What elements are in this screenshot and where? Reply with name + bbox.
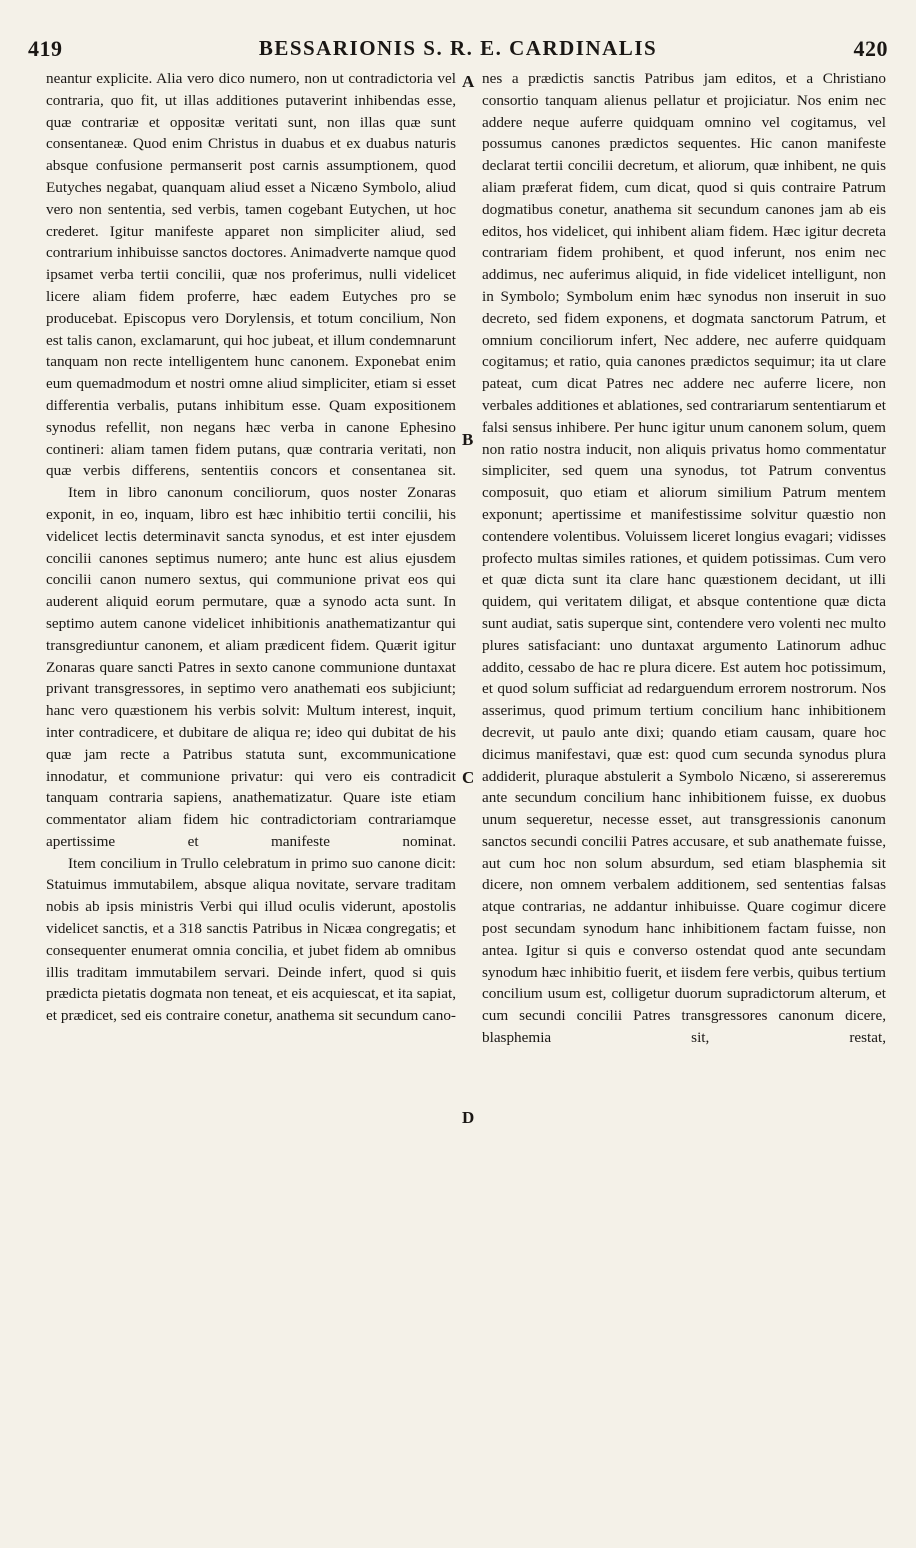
running-head xyxy=(28,36,888,66)
margin-marker-b: B xyxy=(462,430,474,449)
right-column xyxy=(482,68,886,1049)
paragraph: neantur explicite. Alia vero dico numero, non ut contradictoria vel contraria, quo fit, ut illas additiones putaverint inhibendas esse, quæ contrariæ et oppositæ veritati sunt, non illas quæ sunt consentaneæ. Quod enim Christus in duabus et ex duabus naturis absque confusione permanserit post carnis assumptionem, quod Eutyches negabat, quanquam aliud esset a Nicæno Symbolo, aliud vero non sententia, sed verbis, tamen cogebant Eutychen, ut hoc crederet. Igitur manifeste apparet non simpliciter aliud, sed contrarium inhibuisse sanctos doctores. Animadverte namque quod ipsamet verba tertii concilii, quæ nos proferimus, nulli videlicet licere aliam fidem proferre, hæc eadem Eutyches pro se producebat. Episcopus vero Dorylensis, et totum concilium, Non est talis canon, exclamarunt, qui hoc jubeat, et illum condemnarunt tanquam non recte intelligentem hunc canonem. Exponebat enim eum quemadmodum et nostri omne aliud simpliciter, etiam si esset differentia verbalis, putans inhibitum esse. Quam expositionem synodus refellit, non negans hæc verba in canone Ephesino contineri: aliam tamen fidem putans, quæ contraria veritati, non quæ verbis differens, sententiis concors et consentanea sit. xyxy=(46,70,456,480)
page-number-left: 419 xyxy=(28,36,63,61)
paragraph: Item concilium in Trullo celebratum in primo suo canone dicit: Statuimus immutabilem, absque aliqua novitate, servare traditam nobis ab ipsis ministris Verbi qui illud oculis viderunt, apostolis videlicet sanctis, et a 318 sanctis Patribus in Nicæa congregatis; et consequenter enumerat omnia concilia, et jubet fidem ab omnibus illis traditam immutabilem servari. Deinde infert, quod si quis prædicta pietatis dogmata non teneat, et eis acquiescat, et ita sapiat, et prædicet, sed eis contraire conetur, anathema sit secundum cano- xyxy=(46,854,456,1025)
margin-marker-d: D xyxy=(462,1108,475,1127)
page-number-right: 420 xyxy=(853,36,888,61)
margin-marker-a: A xyxy=(462,72,475,91)
paragraph: Item in libro canonum conciliorum, quos noster Zonaras exponit, in eo, inquam, libro est hæc inhibitio tertii concilii, his videlicet lectis determinavit sancta synodus, et est inter ejusdem concilii canones septimus numero; ante hunc est alius ejusdem concilii canon numero sextus, qui communione privat eos qui auderent aliquid eorum permutare, quæ a synodo acta sunt. In septimo autem canone videlicet inhibitionis anathematizantur qui transgrediuntur canonem, et aliam prædicent fidem. Quærit igitur Zonaras quare sancti Patres in sexto canone communione duntaxat privant transgressores, in septimo vero anathemati eos subjiciunt; hanc vero quæstionem his verbis solvit: Multum interest, inquit, inter contradicere, et dubitare de aliqua re; ideo qui dubitat de his quæ jam recte a Patribus statuta sunt, excommunicatione innodatur, et communione privatur: qui vero eis contradicit tanquam contraria sapiens, anathematizatur. Quare iste etiam commentator aliam fidem hic contradictoriam contrariamque apertissime et manifeste nominat. xyxy=(46,484,456,850)
left-column xyxy=(46,68,456,1027)
paragraph: nes a prædictis sanctis Patribus jam editos, et a Christiano consortio tanquam alienus pellatur et projiciatur. Nos enim nec addere neque auferre quidquam omnino vel cogitamus, vel possumus canones prædictos sequentes. Hic canon manifeste declarat tertii concilii decretum, et aliorum, quæ inhibent, ne quis aliam præferat fidem, cum dicat, quod si quis contraire Patrum dogmatibus conetur, anathema sit secundum canones jam ab eis editos, hos videlicet, qui inhibent aliam fidem. Hæc igitur decreta contrariam fidem prohibent, et quod inferunt, nos enim nec addimus, nec auferimus aliquid, in fide videlicet intelligunt, non in Symbolo; Symbolum enim hæc synodus non inseruit in suo decreto, sed fidem exponens, et dogmata sanctorum Patrum, et omnium conciliorum infert, Nec addere, nec auferre quidquam cogitamus; et ratio, quia canones prædictos sequimur; ita ut clare pateat, cum dicat Patres nec addere nec auferre licere, non verbales additiones et ablationes, sed contrariarum sententiarum et falsi sensus inhibere. Per hunc igitur unum canonem solum, quem non ratio nostra inducit, non aliquis privatus homo commentatur simpliciter, sed quem una synodus, tot Patrum conventus composuit, quo etiam et aliorum similium Patrum mentem exponunt; apertissime et manifestissime solvitur quæstio non contendere volentibus. Voluissem liceret longius evagari; vidisses profecto multas similes rationes, et quidem potissimas. Cum vero et quæ dicta sunt ita clare hanc quæstionem decidant, ut illi quidem, qui veritatem diligat, et absque contentione quæ dicta sunt audiat, satis superque sint, contendere vero volenti nec multo plures satisfaciant: uno duntaxat argumento Latinorum adhuc addito, cessabo de hac re plura dicere. Est autem hoc potissimum, et quod solum sufficiat ad redarguendum errorem nostrorum. Nos asserimus, quod primum tertium concilium hanc inhibitionem decrevit, ut paulo ante dixi; quando etiam causam, quare hoc dicimus manifestavi, quæ est: quod cum secunda synodus plura addiderit, pluraque abstulerit a Symbolo Nicæno, si assereremus ante secundum concilium hanc inhibitionem fuisse, ex duobus unum sequeretur, necesse esset, aut transgressionis canonum sanctos secundi concilii Patres accusare, et sub anathemate fuisse, aut cum hoc non solum absurdum, sed etiam blasphemia sit dicere, non omnem verbalem additionem, sed sententias falsas atque contrarias, ne addantur inhibuisse. Quare cogimur dicere post secundam synodum hanc inhibitionem factam fuisse, non antea. Igitur si quis e converso ostendat quod ante secundam synodum hæc inhibitio fuerit, et iisdem fere verbis, quibus tertium concilium usum est, colligetur duorum supradictorum alterum, et cum secundi concilii Patres transgressores canonum dicere, blasphemia sit, restat, xyxy=(482,70,887,1047)
margin-marker-c: C xyxy=(462,768,475,787)
running-title: BESSARIONIS S. R. E. CARDINALIS xyxy=(258,36,658,60)
